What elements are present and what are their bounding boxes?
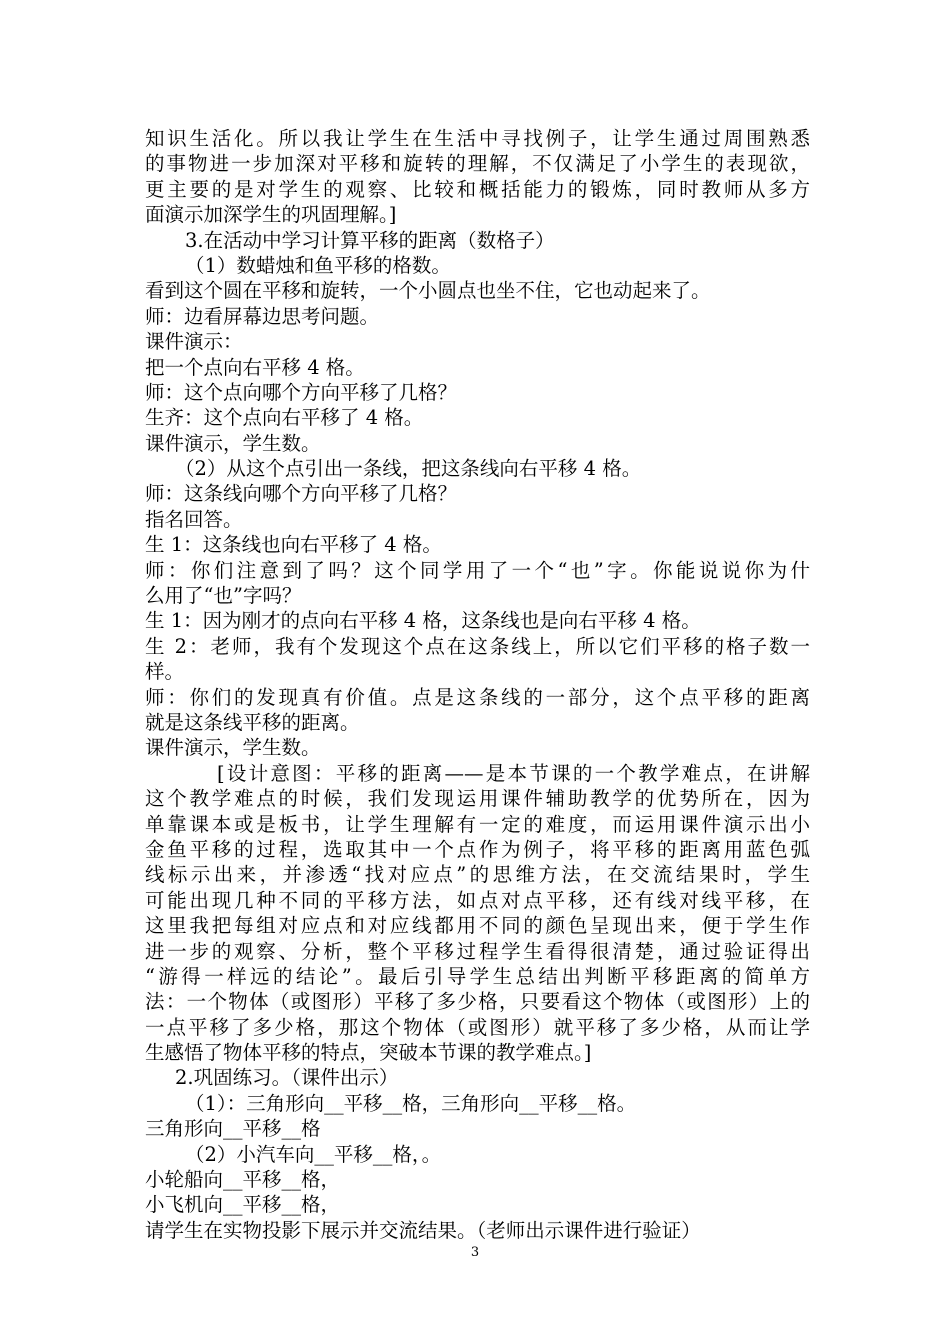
design-intent-line: 可能出现几种不同的平移方法，如点对点平移，还有线对线平移，在 (145, 888, 810, 912)
design-intent-line: 线标示出来，并渗透“找对应点”的思维方法，在交流结果时，学生 (145, 863, 810, 887)
text-line: 师：你们注意到了吗？这个同学用了一个“也”字。你能说说你为什 (145, 558, 810, 582)
exercise-line: 三角形向__平移__格 (145, 1117, 321, 1141)
exercise-line: （1）：三角形向__平移__格，三角形向__平移__格。 (185, 1091, 637, 1115)
text-line: 就是这条线平移的距离。 (145, 710, 360, 734)
text-line: 生 1：因为刚才的点向右平移 4 格，这条线也是向右平移 4 格。 (145, 609, 701, 633)
text-line: 课件演示： (145, 330, 243, 354)
text-line: 看到这个圆在平移和旋转，一个小圆点也坐不住，它也动起来了。 (145, 279, 711, 303)
design-intent-line: 单靠课本或是板书，让学生理解有一定的难度，而运用课件演示出小 (145, 812, 810, 836)
design-intent-line: 进一步的观察、分析，整个平移过程学生看得很清楚，通过验证得出 (145, 939, 810, 963)
design-intent-line: 法：一个物体（或图形）平移了多少格，只要看这个物体（或图形）上的 (145, 990, 810, 1014)
text-line: 生齐：这个点向右平移了 4 格。 (145, 406, 424, 430)
page-number: 3 (470, 1245, 480, 1260)
text-line: 指名回答。 (145, 507, 243, 531)
text-line: 更主要的是对学生的观察、比较和概括能力的锻炼，同时教师从多方 (145, 177, 810, 201)
text-line: 知识生活化。所以我让学生在生活中寻找例子，让学生通过周围熟悉 (145, 127, 810, 150)
design-intent-line: 金鱼平移的过程，选取其中一个点作为例子，将平移的距离用蓝色弧 (145, 837, 810, 861)
text-line: 生 1：这条线也向右平移了 4 格。 (145, 533, 442, 557)
design-intent-line: “游得一样远的结论”。最后引导学生总结出判断平移距离的简单方 (145, 964, 810, 988)
text-line: 师：你们的发现真有价值。点是这条线的一部分，这个点平移的距离 (145, 685, 810, 709)
text-line: 生 2：老师，我有个发现这个点在这条线上，所以它们平移的格子数一 (145, 634, 810, 658)
design-intent-line: 这里我把每组对应点和对应线都用不同的颜色呈现出来，便于学生作 (145, 914, 810, 938)
text-line: 师：边看屏幕边思考问题。 (145, 304, 380, 328)
text-line: 么用了“也”字吗？ (145, 584, 302, 608)
document-body (145, 126, 810, 1243)
design-intent-line: 生感悟了物体平移的特点，突破本节课的教学难点。] (145, 1041, 592, 1065)
text-line: 师：这条线向哪个方向平移了几格？ (145, 482, 458, 506)
exercise-line: 小轮船向__平移__格， (145, 1168, 341, 1192)
section-heading: 2.巩固练习。（课件出示） (175, 1066, 399, 1090)
exercise-line: （2）小汽车向__平移__格，。 (185, 1142, 442, 1166)
subsection-heading: （1）数蜡烛和鱼平移的格数。 (185, 253, 451, 277)
design-intent-line: 一点平移了多少格，那这个物体（或图形）就平移了多少格，从而让学 (145, 1015, 810, 1039)
text-line: 的事物进一步加深对平移和旋转的理解，不仅满足了小学生的表现欲， (145, 152, 810, 176)
exercise-line: 小飞机向__平移__格， (145, 1193, 341, 1217)
text-line: 课件演示，学生数。 (145, 736, 321, 760)
text-line: 把一个点向右平移 4 格。 (145, 355, 365, 379)
design-intent-line: [设计意图：平移的距离——是本节课的一个教学难点，在讲解 (217, 761, 810, 785)
text-line: 面演示加深学生的巩固理解。] (145, 203, 397, 227)
text-line: 师：这个点向哪个方向平移了几格？ (145, 380, 458, 404)
design-intent-line: 这个教学难点的时候，我们发现运用课件辅助教学的优势所在，因为 (145, 787, 810, 811)
section-heading: 3.在活动中学习计算平移的距离（数格子） (185, 228, 555, 252)
text-line: 请学生在实物投影下展示并交流结果。（老师出示课件进行验证） (145, 1218, 701, 1242)
text-line: 课件演示，学生数。 (145, 431, 321, 455)
subsection-heading: （2）从这个点引出一条线，把这条线向右平移 4 格。 (175, 457, 642, 481)
text-line: 样。 (145, 660, 185, 684)
